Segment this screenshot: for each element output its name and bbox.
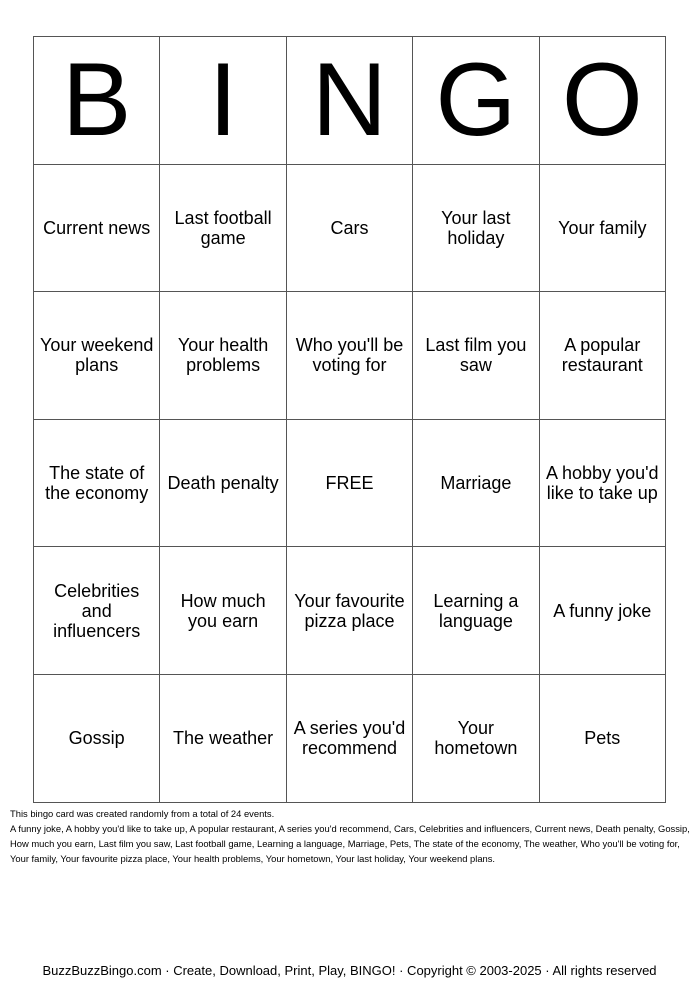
bingo-cell: A hobby you'd like to take up [539, 419, 665, 547]
bingo-cell: Marriage [413, 419, 539, 547]
bingo-cell: Your hometown [413, 674, 539, 802]
bingo-cell: Last film you saw [413, 292, 539, 420]
bingo-cell: Celebrities and influencers [34, 547, 160, 675]
card-info [10, 806, 690, 866]
bingo-cell: Death penalty [160, 419, 286, 547]
bingo-header-row [34, 37, 666, 165]
bingo-cell: The state of the economy [34, 419, 160, 547]
info-event-list: A funny joke, A hobby you'd like to take up, A popular restaurant, A series you'd recommend, Cars, Celebrities and influencers, Current news, Death penalty, Gossip, How much you earn, Last film you saw, Last football game, Learning a language, Marriage, Pets, The state of the economy, The weather, Who you'll be voting for, Your family, Your favourite pizza place, Your health problems, Your hometown, Your last holiday, Your weekend plans. [10, 823, 690, 864]
bingo-row [34, 164, 666, 292]
bingo-cell: A series you'd recommend [286, 674, 412, 802]
header-letter-n: N [286, 37, 412, 165]
bingo-row [34, 292, 666, 420]
bingo-cell: Your last holiday [413, 164, 539, 292]
bingo-row [34, 419, 666, 547]
bingo-cell: Learning a language [413, 547, 539, 675]
bingo-row [34, 547, 666, 675]
bingo-cell: Who you'll be voting for [286, 292, 412, 420]
bingo-cell: Last football game [160, 164, 286, 292]
bingo-cell: Gossip [34, 674, 160, 802]
bingo-cell: Cars [286, 164, 412, 292]
bingo-cell: Your family [539, 164, 665, 292]
bingo-cell: Your health problems [160, 292, 286, 420]
free-space: FREE [286, 419, 412, 547]
header-letter-i: I [160, 37, 286, 165]
bingo-cell: How much you earn [160, 547, 286, 675]
bingo-cell: Your weekend plans [34, 292, 160, 420]
bingo-cell: A popular restaurant [539, 292, 665, 420]
bingo-row [34, 674, 666, 802]
info-summary: This bingo card was created randomly from a total of 24 events. [10, 808, 275, 819]
bingo-card [33, 36, 666, 803]
bingo-cell: Your favourite pizza place [286, 547, 412, 675]
header-letter-o: O [539, 37, 665, 165]
bingo-cell: Pets [539, 674, 665, 802]
header-letter-g: G [413, 37, 539, 165]
bingo-cell: The weather [160, 674, 286, 802]
header-letter-b: B [34, 37, 160, 165]
bingo-cell: A funny joke [539, 547, 665, 675]
bingo-cell: Current news [34, 164, 160, 292]
footer-text: BuzzBuzzBingo.com · Create, Download, Print, Play, BINGO! · Copyright © 2003-2025 · All rights reserved [42, 963, 657, 978]
